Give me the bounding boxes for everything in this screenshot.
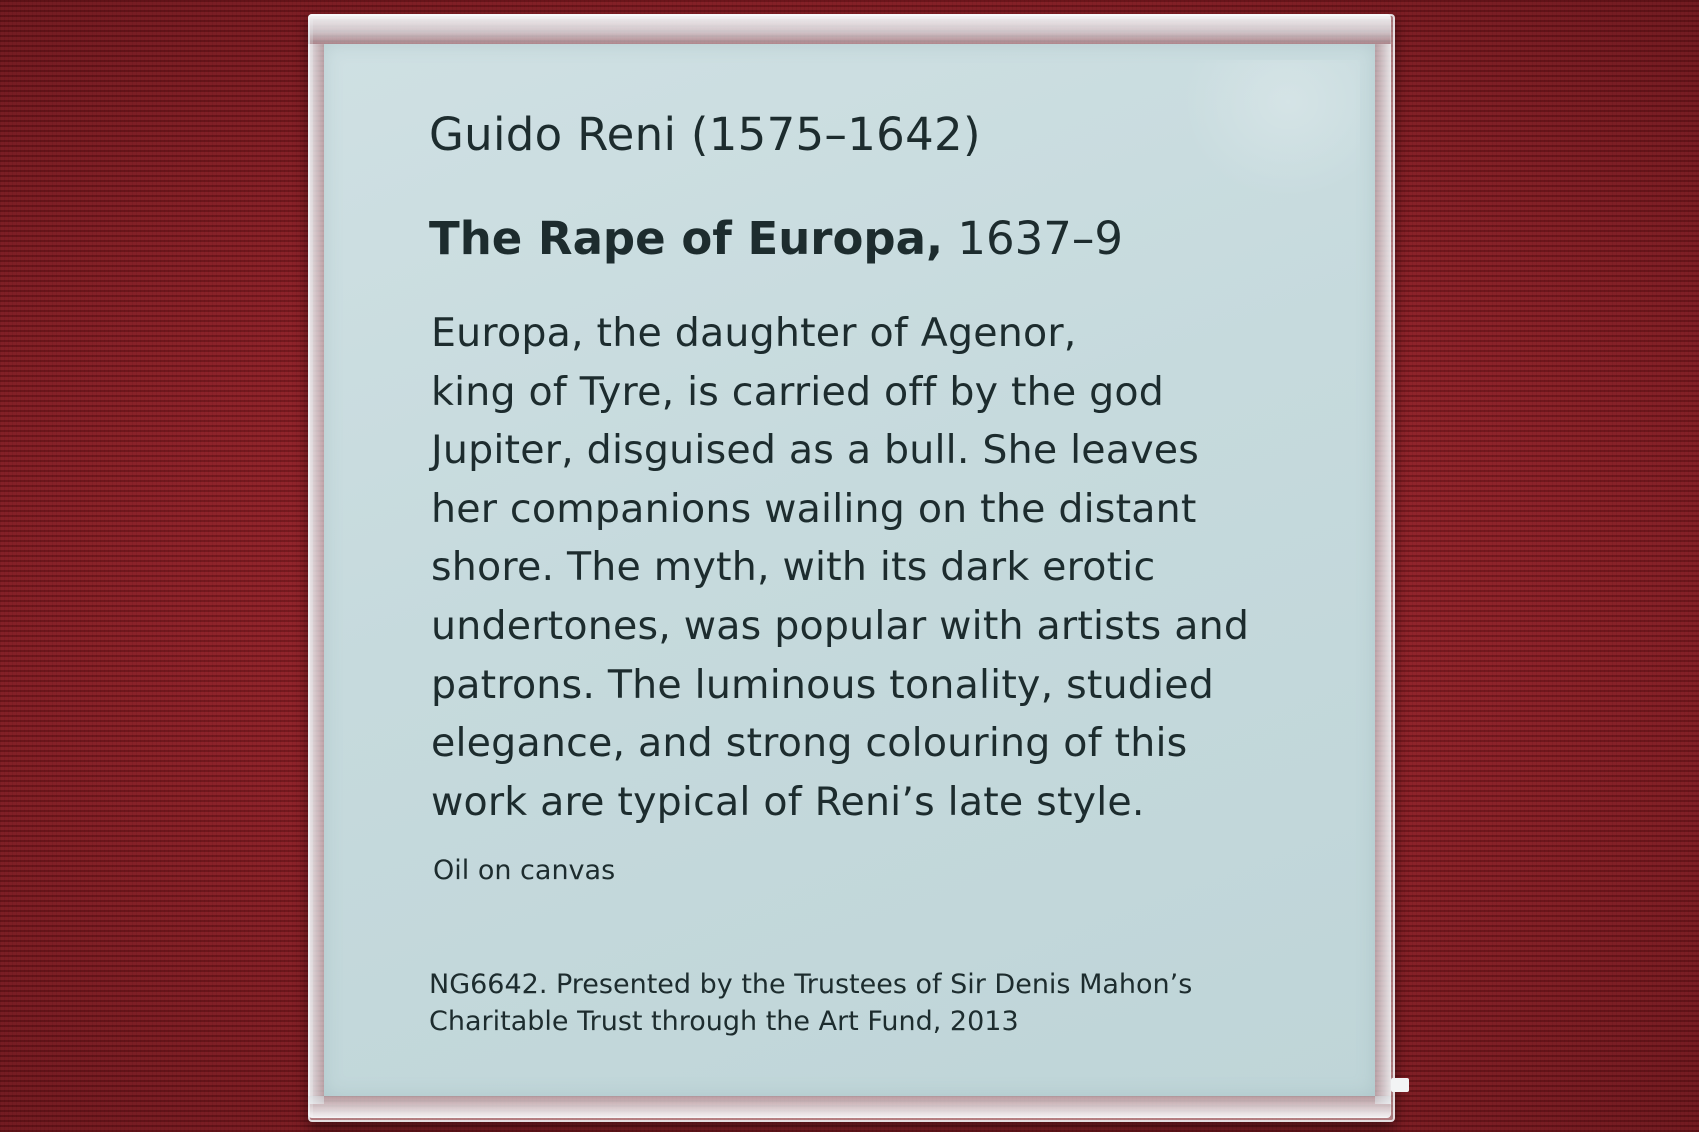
description-line: work are typical of Reni’s late style.: [431, 778, 1145, 825]
artist-name: Guido Reni (1575–1642): [429, 108, 981, 161]
description-line: elegance, and strong colouring of this: [431, 720, 1188, 767]
holder-left-edge: [308, 44, 324, 1104]
description-line: shore. The myth, with its dark erotic: [431, 544, 1156, 591]
description-line: patrons. The luminous tonality, studied: [431, 661, 1215, 708]
description-line: her companions wailing on the distant: [431, 485, 1197, 532]
artwork-title-line: [429, 212, 1123, 265]
artwork-date: 1637–9: [957, 212, 1124, 265]
credit-line-text: NG6642. Presented by the Trustees of Sir Denis Mahon’s: [429, 969, 1193, 1000]
artwork-title: The Rape of Europa,: [429, 212, 944, 265]
holder-bottom-edge: [308, 1096, 1391, 1118]
holder-right-edge: [1375, 44, 1391, 1104]
credit-line-text: Charitable Trust through the Art Fund, 2013: [429, 1006, 1019, 1037]
description-line: undertones, was popular with artists and: [431, 602, 1250, 649]
artwork-description: [431, 304, 1249, 831]
description-line: Jupiter, disguised as a bull. She leaves: [431, 427, 1200, 474]
artwork-medium: Oil on canvas: [433, 855, 616, 886]
holder-top-lip: [308, 14, 1391, 44]
description-line: king of Tyre, is carried off by the god: [431, 368, 1165, 415]
description-line: Europa, the daughter of Agenor,: [431, 310, 1077, 356]
acrylic-glare: [1180, 60, 1360, 200]
holder-corner-tab: [1391, 1078, 1409, 1092]
credit-line: [429, 966, 1192, 1040]
